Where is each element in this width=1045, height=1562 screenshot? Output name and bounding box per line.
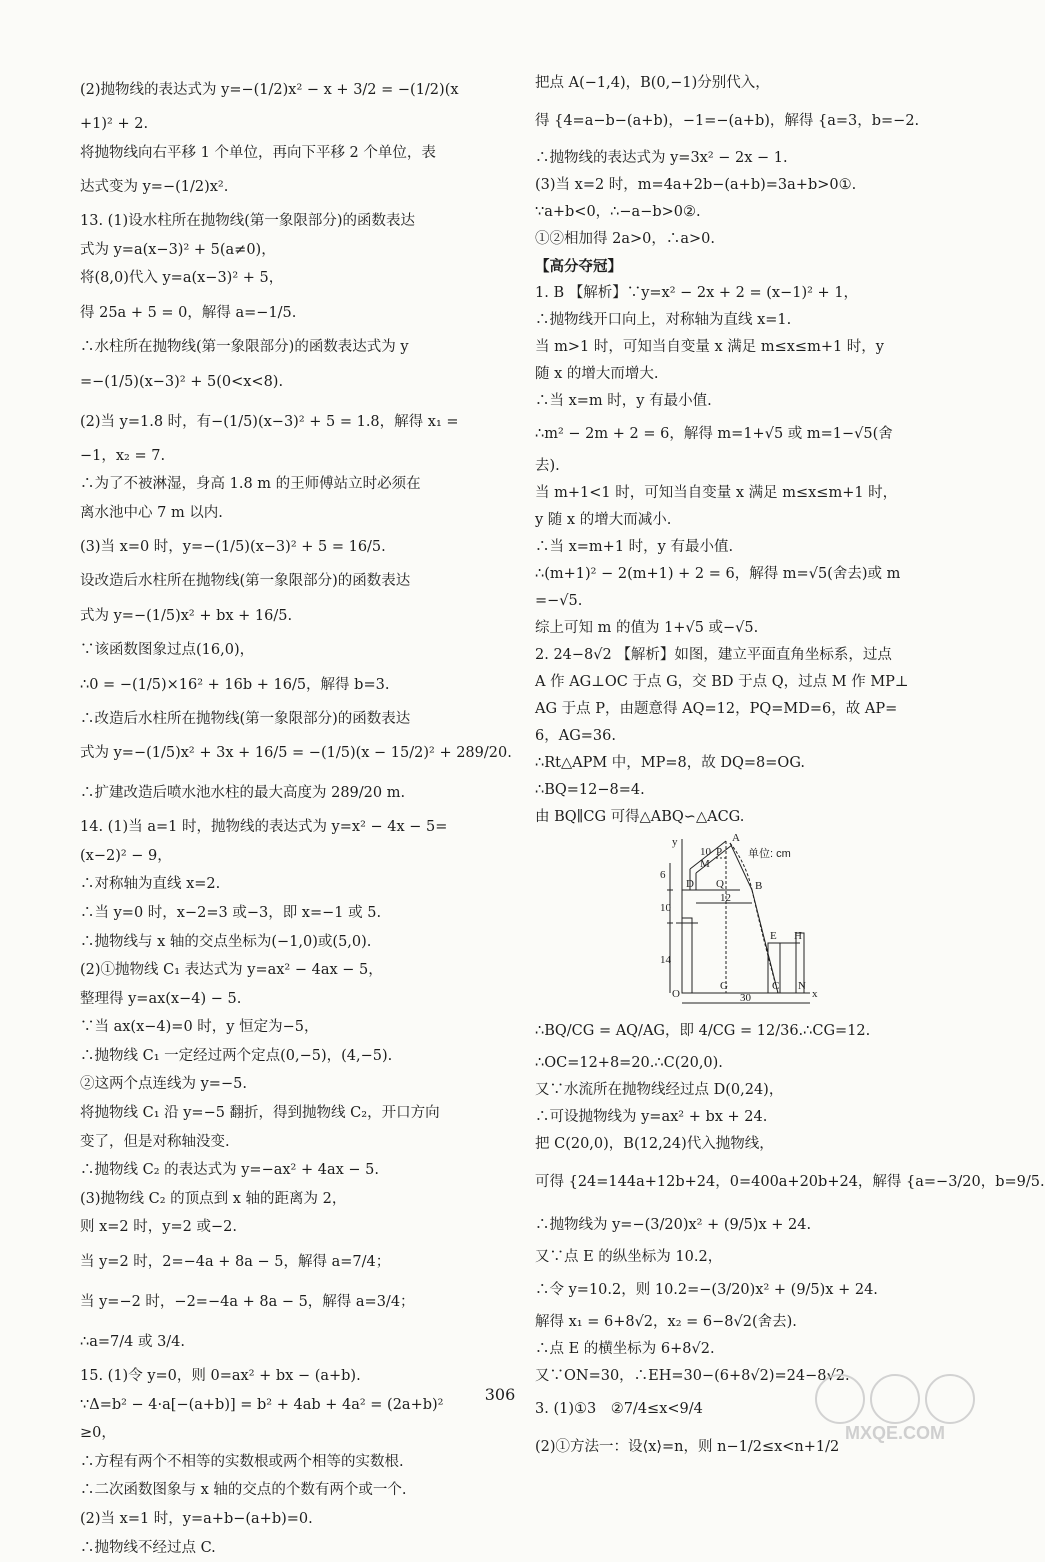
text-line: 又∵ON=30，∴EH=30−(6+8√2)=24−8√2. (535, 1368, 850, 1384)
text-line: ∴当 x=m+1 时，y 有最小值. (535, 539, 734, 555)
text-line: y 随 x 的增大而减小. (535, 512, 672, 528)
label-c: C (772, 980, 780, 992)
text-line: −1，x₂ = 7. (80, 447, 166, 464)
label-p: P (716, 846, 723, 858)
text-line: 则 x=2 时，y=2 或−2. (80, 1219, 237, 1236)
watermark-stamp (800, 1365, 990, 1445)
text-line: 离水池中心 7 m 以内. (80, 504, 223, 521)
text-line: ∴当 x=m 时，y 有最小值. (535, 393, 712, 409)
label-a: A (732, 832, 740, 844)
fountain-diagram (660, 833, 820, 1008)
text-line: ∴m² − 2m + 2 = 6，解得 m=1+√5 或 m=1−√5(舍 (535, 426, 893, 442)
text-line: AG 于点 P，由题意得 AQ=12，PQ=MD=6，故 AP= (535, 701, 898, 717)
text-line: ∴水柱所在抛物线(第一象限部分)的函数表达式为 y (80, 338, 409, 355)
text-line: 将(8,0)代入 y=a(x−3)² + 5， (80, 270, 284, 287)
dim-label-30: 30 (740, 992, 751, 1004)
text-line: 解得 x₁ = 6+8√2，x₂ = 6−8√2(舍去). (535, 1314, 797, 1330)
left-post (682, 918, 692, 993)
dim-label-14: 14 (660, 954, 671, 966)
dim-label-10b: 10 (660, 902, 671, 914)
text-line: 2. 24−8√2 【解析】如图，建立平面直角坐标系，过点 (535, 647, 892, 663)
text-line: =−√5. (535, 593, 583, 609)
text-line: 将抛物线向右平移 1 个单位，再向下平移 2 个单位，表 (80, 144, 436, 161)
text-line: +1)² + 2. (80, 116, 149, 132)
text-line: 把 C(20,0)，B(12,24)代入抛物线， (535, 1136, 774, 1152)
text-line: 1. B 【解析】∵y=x² − 2x + 2 = (x−1)² + 1， (535, 285, 859, 301)
text-line: ∵当 ax(x−4)=0 时，y 恒定为−5， (80, 1019, 319, 1036)
text-line: 将抛物线 C₁ 沿 y=−5 翻折，得到抛物线 C₂，开口方向 (80, 1105, 440, 1122)
text-line: ∴(m+1)² − 2(m+1) + 2 = 6，解得 m=√5(舍去)或 m (535, 566, 901, 582)
text-line: 得 25a + 5 = 0，解得 a=−1/5. (80, 304, 297, 321)
text-line: 当 m+1<1 时，可知当自变量 x 满足 m≤x≤m+1 时， (535, 485, 898, 501)
label-q: Q (716, 878, 724, 890)
text-line: ∴当 y=0 时，x−2=3 或−3，即 x=−1 或 5. (80, 904, 382, 921)
text-line: ∴抛物线不经过点 C. (80, 1539, 216, 1556)
label-n: N (798, 980, 806, 992)
label-h: H (794, 930, 802, 942)
text-line: 整理得 y=ax(x−4) − 5. (80, 990, 242, 1007)
text-line: (2)①方法一：设⟨x⟩=n，则 n−1/2≤x<n+1/2 (535, 1439, 840, 1455)
text-line: ∴改造后水柱所在抛物线(第一象限部分)的函数表达 (80, 710, 411, 727)
text-line: 把点 A(−1,4)，B(0,−1)分别代入， (535, 75, 770, 91)
text-line: ∴对称轴为直线 x=2. (80, 876, 221, 893)
text-line: 综上可知 m 的值为 1+√5 或−√5. (535, 620, 759, 636)
text-line: (2)当 y=1.8 时，有−(1/5)(x−3)² + 5 = 1.8，解得 x₁ = (80, 413, 459, 430)
text-line: 设改造后水柱所在抛物线(第一象限部分)的函数表达 (80, 573, 411, 590)
text-line: ∴抛物线 C₁ 一定经过两个定点(0,−5)，(4,−5). (80, 1047, 393, 1064)
text-line: (2)当 x=1 时，y=a+b−(a+b)=0. (80, 1511, 313, 1527)
right-column-top-text (535, 70, 955, 831)
text-line: ≥0， (80, 1425, 116, 1442)
text-line: ∴为了不被淋湿，身高 1.8 m 的王师傅站立时必须在 (80, 476, 421, 493)
geometry-figure (535, 833, 955, 1008)
text-line: ①②相加得 2a>0，∴a>0. (535, 231, 715, 247)
text-line: 式为 y=−(1/5)x² + 3x + 16/5 = −(1/5)(x − 15/2)² + 289/20. (80, 745, 512, 762)
page-number: 306 (484, 1385, 516, 1404)
text-line: ∴方程有两个不相等的实数根或两个相等的实数根. (80, 1453, 404, 1470)
text-line: (3)抛物线 C₂ 的顶点到 x 轴的距离为 2， (80, 1190, 347, 1207)
text-line: ∵Δ=b² − 4·a[−(a+b)] = b² + 4ab + 4a² = (2a+b)² (80, 1396, 444, 1413)
right-column (535, 70, 1045, 1466)
text-line: (2)抛物线的表达式为 y=−(1/2)x² − x + 3/2 = −(1/2)(x (80, 82, 459, 98)
label-d: D (686, 878, 694, 890)
dim-label-12: 12 (720, 892, 731, 904)
text-line: ∵a+b<0，∴−a−b>0②. (535, 204, 701, 220)
text-line: 6，AG=36. (535, 728, 616, 744)
text-line: ∴抛物线开口向上，对称轴为直线 x=1. (535, 312, 792, 328)
text-line: 随 x 的增大而增大. (535, 366, 659, 382)
unit-label: 单位: cm (748, 848, 791, 860)
text-line: 【高分夺冠】 (535, 258, 622, 275)
text-line: 当 y=2 时，2=−4a + 8a − 5，解得 a=7/4； (80, 1254, 391, 1271)
text-line: (x−2)² − 9， (80, 847, 172, 864)
text-line: 13. (1)设水柱所在抛物线(第一象限部分)的函数表达 (80, 213, 416, 230)
text-line: ②这两个点连线为 y=−5. (80, 1076, 247, 1093)
label-x: x (812, 988, 818, 1000)
text-line: ∴扩建改造后喷水池水柱的最大高度为 289/20 m. (80, 785, 406, 802)
text-line: 达式变为 y=−(1/2)x². (80, 179, 229, 196)
text-line: 当 m>1 时，可知当自变量 x 满足 m≤x≤m+1 时，y (535, 339, 884, 355)
label-b: B (755, 880, 763, 892)
text-line: 去). (535, 458, 560, 474)
text-line: ∴可设抛物线为 y=ax² + bx + 24. (535, 1109, 768, 1125)
text-line: ∴BQ=12−8=4. (535, 782, 645, 798)
text-line: ∴令 y=10.2，则 10.2=−(3/20)x² + (9/5)x + 24. (535, 1282, 878, 1298)
text-line: 得 {4=a−b−(a+b)，−1=−(a+b)，解得 {a=3，b=−2. (535, 113, 920, 129)
text-line: 式为 y=a(x−3)² + 5(a≠0)， (80, 241, 276, 258)
text-line: (3)当 x=0 时，y=−(1/5)(x−3)² + 5 = 16/5. (80, 539, 386, 556)
text-line: 3. (1)①3 ②7/4≤x<9/4 (535, 1401, 703, 1417)
label-y: y (672, 836, 678, 848)
text-line: ∵该函数图象过点(16,0)， (80, 641, 255, 658)
text-line: ∴Rt△APM 中，MP=8，故 DQ=8=OG. (535, 755, 805, 771)
dim-label-6: 6 (660, 869, 666, 881)
text-line: 变了，但是对称轴没变. (80, 1133, 230, 1150)
label-o: O (672, 988, 680, 1000)
text-line: 又∵点 E 的纵坐标为 10.2， (535, 1249, 723, 1265)
text-line: 式为 y=−(1/5)x² + bx + 16/5. (80, 607, 293, 624)
text-line: ∴0 = −(1/5)×16² + 16b + 16/5，解得 b=3. (80, 676, 390, 693)
text-line: A 作 AG⊥OC 于点 G，交 BD 于点 Q，过点 M 作 MP⊥ (535, 674, 909, 690)
label-e: E (770, 930, 777, 942)
text-line: ∴抛物线的表达式为 y=3x² − 2x − 1. (535, 150, 788, 166)
watermark-logo (800, 1365, 990, 1445)
text-line: ∴BQ/CG = AQ/AG，即 4/CG = 12/36.∴CG=12. (535, 1023, 871, 1039)
left-column (80, 70, 512, 1562)
text-line: (2)①抛物线 C₁ 表达式为 y=ax² − 4ax − 5， (80, 962, 383, 979)
text-line: 可得 {24=144a+12b+24，0=400a+20b+24，解得 {a=−3/20，b=9/5. (535, 1174, 1045, 1190)
text-line: ∴抛物线为 y=−(3/20)x² + (9/5)x + 24. (535, 1217, 812, 1233)
text-line: ∴点 E 的横坐标为 6+8√2. (535, 1341, 715, 1357)
text-line: 由 BQ∥CG 可得△ABQ∽△ACG. (535, 809, 745, 825)
text-line: ∴抛物线 C₂ 的表达式为 y=−ax² + 4ax − 5. (80, 1162, 379, 1179)
text-line: 又∵水流所在抛物线经过点 D(0,24)， (535, 1082, 784, 1098)
label-m: M (700, 858, 710, 870)
text-line: ∴抛物线与 x 轴的交点坐标为(−1,0)或(5,0). (80, 933, 372, 950)
text-line: ∴a=7/4 或 3/4. (80, 1334, 186, 1351)
text-line: ∴OC=12+8=20.∴C(20,0). (535, 1055, 723, 1071)
text-line: 14. (1)当 a=1 时，抛物线的表达式为 y=x² − 4x − 5= (80, 819, 448, 836)
text-line: (3)当 x=2 时，m=4a+2b−(a+b)=3a+b>0①. (535, 177, 857, 193)
text-line: =−(1/5)(x−3)² + 5(0<x<8). (80, 373, 284, 390)
dim-label-10: 10 (700, 846, 711, 858)
text-line: 15. (1)令 y=0，则 0=ax² + bx − (a+b). (80, 1368, 361, 1385)
text-line: 当 y=−2 时，−2=−4a + 8a − 5，解得 a=3/4； (80, 1294, 415, 1311)
text-line: ∴二次函数图象与 x 轴的交点的个数有两个或一个. (80, 1482, 407, 1499)
svg-text:MXQE.COM: MXQE.COM (844, 1423, 946, 1443)
label-g: G (720, 980, 728, 992)
